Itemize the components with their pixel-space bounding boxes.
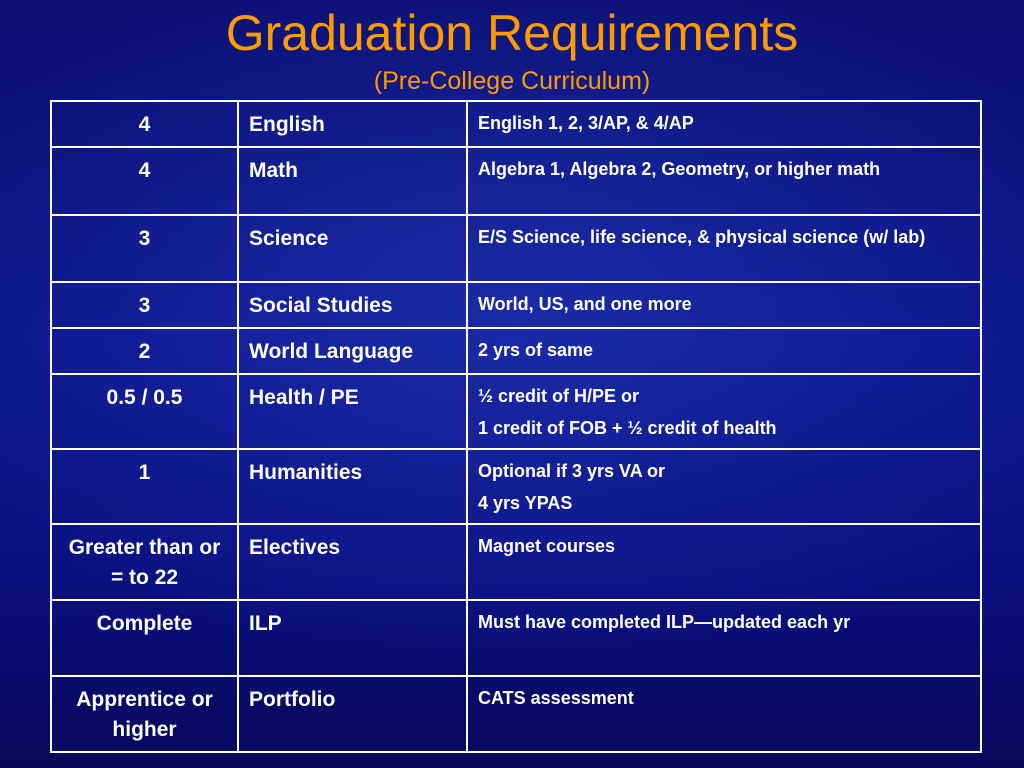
credits-cell: 0.5 / 0.5 <box>51 374 238 449</box>
table-row <box>51 147 981 215</box>
page-subtitle: (Pre-College Curriculum) <box>373 67 651 95</box>
credits-cell: Apprentice or higher <box>51 676 238 752</box>
credits-cell: Greater than or = to 22 <box>51 524 238 600</box>
table-row <box>51 328 981 374</box>
details-line: Algebra 1, Algebra 2, Geometry, or higher math <box>478 159 881 179</box>
subject-cell: Health / PE <box>238 374 467 449</box>
details-cell <box>467 101 981 147</box>
credits-cell: 3 <box>51 215 238 282</box>
subject-cell: Math <box>238 147 467 215</box>
table-row <box>51 524 981 600</box>
details-cell <box>467 328 981 374</box>
details-line: 2 yrs of same <box>478 340 594 360</box>
credits-cell: 4 <box>51 147 238 215</box>
credits-cell: Complete <box>51 600 238 676</box>
details-line: English 1, 2, 3/AP, & 4/AP <box>478 113 694 133</box>
details-line: CATS assessment <box>478 688 634 708</box>
details-cell <box>467 215 981 282</box>
subject-cell: ILP <box>238 600 467 676</box>
details-line: Must have completed ILP—updated each yr <box>478 612 851 632</box>
details-line: ½ credit of H/PE or <box>478 386 640 406</box>
table-row <box>51 600 981 676</box>
page-title: Graduation Requirements <box>225 5 799 61</box>
credits-cell: 4 <box>51 101 238 147</box>
subject-cell: Science <box>238 215 467 282</box>
table-row <box>51 282 981 328</box>
details-line: E/S Science, life science, & physical science (w/ lab) <box>478 227 926 247</box>
details-line: Optional if 3 yrs VA or <box>478 461 666 481</box>
details-line: 4 yrs YPAS <box>478 493 573 513</box>
subject-cell: Electives <box>238 524 467 600</box>
subject-cell: World Language <box>238 328 467 374</box>
details-cell <box>467 449 981 524</box>
subject-cell: English <box>238 101 467 147</box>
table-row <box>51 676 981 752</box>
details-cell <box>467 374 981 449</box>
subject-cell: Humanities <box>238 449 467 524</box>
table-row <box>51 449 981 524</box>
credits-cell: 2 <box>51 328 238 374</box>
details-cell <box>467 524 981 600</box>
details-cell <box>467 147 981 215</box>
subject-cell: Social Studies <box>238 282 467 328</box>
details-line: 1 credit of FOB + ½ credit of health <box>478 418 777 438</box>
table-row <box>51 374 981 449</box>
subject-cell: Portfolio <box>238 676 467 752</box>
details-cell <box>467 282 981 328</box>
credits-cell: 3 <box>51 282 238 328</box>
details-cell <box>467 600 981 676</box>
credits-cell: 1 <box>51 449 238 524</box>
details-line: Magnet courses <box>478 536 616 556</box>
requirements-table <box>50 100 982 753</box>
table-row <box>51 215 981 282</box>
details-line: World, US, and one more <box>478 294 692 314</box>
details-cell <box>467 676 981 752</box>
table-row <box>51 101 981 147</box>
